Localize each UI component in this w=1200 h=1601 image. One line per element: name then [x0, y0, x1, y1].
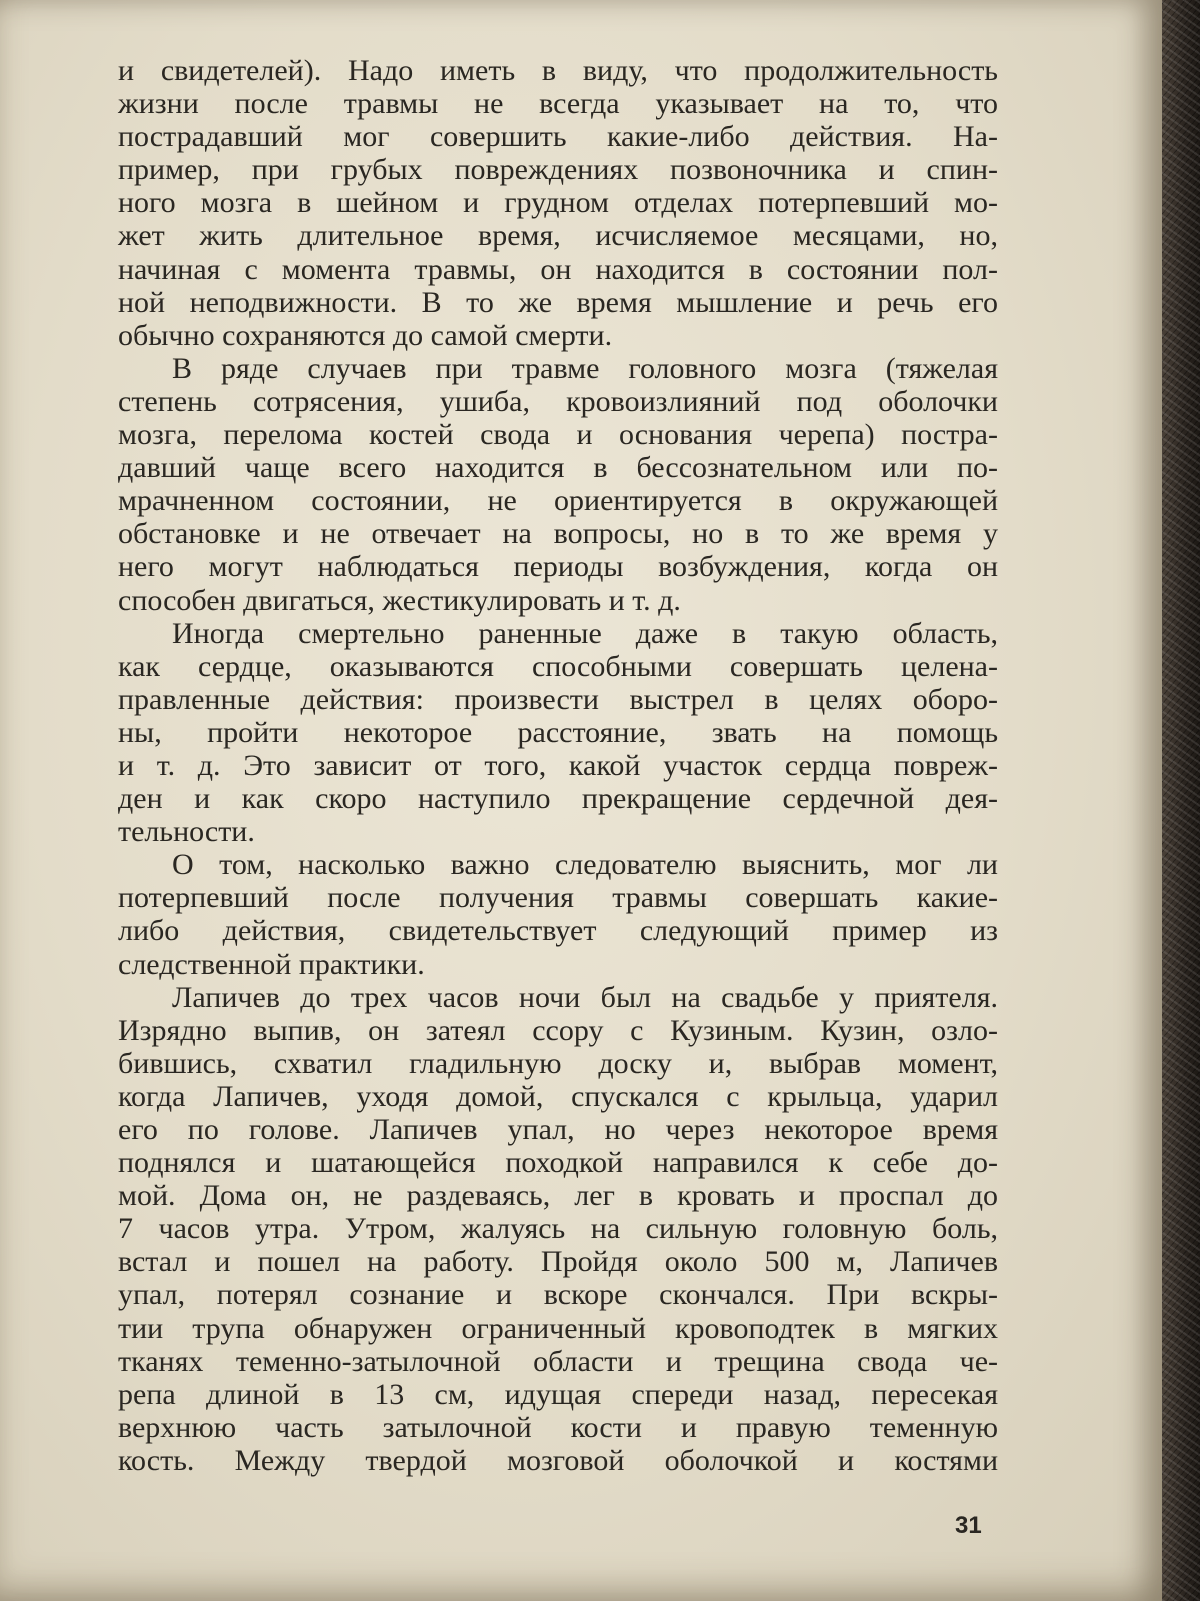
text-line: него могут наблюдаться периоды возбуждения, когда он	[118, 550, 998, 584]
text-line: следственной практики.	[118, 947, 425, 981]
text-line: правленные действия: произвести выстрел в целях оборо-	[118, 682, 998, 716]
text-line: встал и пошел на работу. Пройдя около 500 м, Лапичев	[118, 1245, 998, 1279]
text-line: Изрядно выпив, он затеял ссору с Кузиным. Кузин, озло-	[118, 1013, 998, 1047]
text-line: способен двигаться, жестикулировать и т. д.	[118, 583, 681, 617]
text-line: ной неподвижности. В то же время мышление и речь его	[118, 285, 998, 319]
text-line: верхнюю часть затылочной кости и правую теменную	[118, 1410, 998, 1444]
text-line: и свидетелей). Надо иметь в виду, что продолжительность	[118, 54, 998, 87]
text-line: обстановке и не отвечает на вопросы, но в то же время у	[118, 517, 998, 551]
text-line: когда Лапичев, уходя домой, спускался с крыльца, ударил	[118, 1079, 998, 1113]
book-cover-edge	[1162, 0, 1200, 1601]
text-line: давший чаще всего находится в бессознательном или по-	[118, 451, 998, 485]
text-line: начиная с момента травмы, он находится в состоянии пол-	[118, 252, 998, 286]
text-line: как сердце, оказываются способными совершать целена-	[118, 649, 998, 683]
text-line: жет жить длительное время, исчисляемое месяцами, но,	[118, 219, 998, 253]
text-line: тельности.	[118, 815, 255, 849]
text-line: и т. д. Это зависит от того, какой участок сердца повреж-	[118, 748, 998, 782]
text-line: Иногда смертельно раненные даже в такую область,	[172, 616, 998, 650]
text-line: мозга, перелома костей свода и основания черепа) постра-	[118, 418, 998, 452]
page-number: 31	[955, 1512, 982, 1539]
text-line: ден и как скоро наступило прекращение сердечной дея-	[118, 782, 998, 816]
text-line: кость. Между твердой мозговой оболочкой и костями	[118, 1443, 998, 1477]
text-line: тканях теменно-затылочной области и трещина свода че-	[118, 1344, 998, 1378]
text-line: мой. Дома он, не раздеваясь, лег в кровать и проспал до	[118, 1179, 998, 1213]
text-line: упал, потерял сознание и вскоре скончался. При вскры-	[118, 1278, 998, 1312]
text-line: потерпевший после получения травмы совершать какие-	[118, 881, 998, 915]
text-line: жизни после травмы не всегда указывает на то, что	[118, 87, 998, 121]
text-line: его по голове. Лапичев упал, но через некоторое время	[118, 1113, 998, 1146]
text-line: пример, при грубых повреждениях позвоночника и спин-	[118, 153, 998, 187]
text-line: В ряде случаев при травме головного мозга (тяжелая	[172, 351, 998, 385]
text-line: поднялся и шатающейся походкой направился к себе до-	[118, 1146, 998, 1180]
text-line: О том, насколько важно следователю выяснить, мог ли	[172, 848, 998, 882]
text-line: либо действия, свидетельствует следующий пример из	[118, 914, 998, 948]
text-line: бившись, схватил гладильную доску и, выбрав момент,	[118, 1046, 998, 1080]
text-line: Лапичев до трех часов ночи был на свадьбе у приятеля.	[172, 980, 998, 1014]
text-line: ного мозга в шейном и грудном отделах потерпевший мо-	[118, 186, 998, 220]
text-line: пострадавший мог совершить какие-либо действия. На-	[118, 120, 998, 154]
text-line: тии трупа обнаружен ограниченный кровоподтек в мягких	[118, 1311, 998, 1345]
text-line: ны, пройти некоторое расстояние, звать на помощь	[118, 715, 998, 749]
text-line: мрачненном состоянии, не ориентируется в окружающей	[118, 484, 998, 518]
body-text	[118, 54, 998, 1477]
text-line: степень сотрясения, ушиба, кровоизлияний под оболочки	[118, 384, 998, 418]
text-line: обычно сохраняются до самой смерти.	[118, 318, 613, 352]
text-line: 7 часов утра. Утром, жалуясь на сильную головную боль,	[118, 1212, 998, 1246]
text-line: репа длиной в 13 см, идущая спереди назад, пересекая	[118, 1377, 998, 1411]
